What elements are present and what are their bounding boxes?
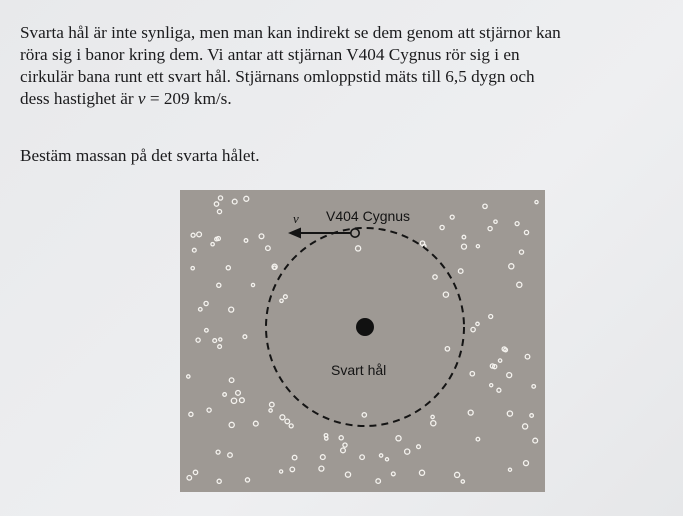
black-hole-label: Svart hål — [331, 362, 387, 378]
background-star-icon — [431, 415, 434, 418]
background-star-icon — [470, 372, 474, 376]
background-star-icon — [285, 419, 290, 424]
velocity-arrow-head-icon — [288, 228, 301, 239]
background-star-icon — [259, 234, 264, 239]
background-star-icon — [498, 359, 501, 362]
background-star-icon — [419, 470, 424, 475]
background-star-icon — [476, 322, 479, 325]
background-star-icon — [471, 327, 475, 331]
background-star-icon — [229, 378, 234, 383]
background-star-icon — [461, 480, 464, 483]
problem-line-4 — [20, 88, 670, 110]
background-star-icon — [345, 472, 350, 477]
velocity-symbol: v — [137, 89, 146, 108]
background-star-icon — [204, 301, 208, 305]
background-star-icon — [356, 246, 361, 251]
background-star-icon — [517, 282, 522, 287]
background-star-icon — [497, 388, 501, 392]
background-star-icon — [507, 373, 512, 378]
background-star-icon — [226, 266, 230, 270]
background-star-icon — [240, 398, 245, 403]
background-star-icon — [341, 448, 346, 453]
background-star-icon — [515, 222, 519, 226]
background-star-icon — [197, 232, 202, 237]
background-star-icon — [391, 472, 395, 476]
background-star-icon — [193, 470, 197, 474]
background-star-icon — [199, 308, 203, 312]
background-star-icon — [251, 283, 254, 286]
background-star-icon — [462, 235, 466, 239]
background-star-icon — [445, 347, 449, 351]
background-stars — [187, 196, 538, 484]
background-star-icon — [319, 466, 324, 471]
background-star-icon — [218, 196, 222, 200]
background-star-icon — [243, 335, 247, 339]
background-star-icon — [211, 243, 214, 246]
problem-line-4-prefix: dess hastighet är — [20, 89, 138, 108]
background-star-icon — [216, 450, 220, 454]
background-star-icon — [189, 412, 193, 416]
background-star-icon — [187, 375, 190, 378]
background-star-icon — [343, 443, 347, 447]
background-star-icon — [476, 245, 479, 248]
background-star-icon — [433, 275, 437, 279]
background-star-icon — [207, 408, 211, 412]
background-star-icon — [217, 283, 221, 287]
background-star-icon — [490, 384, 493, 387]
background-star-icon — [468, 410, 473, 415]
orbit-figure — [180, 190, 545, 492]
background-star-icon — [362, 413, 366, 417]
background-star-icon — [196, 338, 200, 342]
problem-line-2: röra sig i banor kring dem. Vi antar att stjärnan V404 Cygnus rör sig i en — [20, 45, 520, 64]
background-star-icon — [205, 329, 209, 333]
background-star-icon — [269, 409, 272, 412]
background-star-icon — [530, 414, 534, 418]
background-star-icon — [462, 244, 467, 249]
background-star-icon — [509, 264, 514, 269]
problem-line-1: Svarta hål är inte synliga, men man kan indirekt se dem genom att stjärnor kan — [20, 23, 561, 42]
background-star-icon — [191, 233, 195, 237]
orbit-diagram — [180, 190, 545, 492]
task-text: Bestäm massan på det svarta hålet. — [20, 146, 260, 165]
background-star-icon — [289, 424, 293, 428]
background-star-icon — [533, 438, 538, 443]
background-star-icon — [192, 248, 196, 252]
background-star-icon — [213, 339, 217, 343]
background-star-icon — [535, 201, 538, 204]
problem-text — [20, 22, 670, 110]
background-star-icon — [231, 398, 236, 403]
problem-line-3: cirkulär bana runt ett svart hål. Stjärnans omloppstid mäts till 6,5 dygn och — [20, 67, 535, 86]
background-star-icon — [218, 345, 222, 349]
background-star-icon — [507, 411, 512, 416]
background-star-icon — [532, 385, 536, 389]
background-star-icon — [417, 445, 421, 449]
star-v404-icon — [351, 229, 359, 237]
background-star-icon — [455, 472, 460, 477]
background-star-icon — [489, 315, 493, 319]
background-star-icon — [524, 230, 528, 234]
background-star-icon — [244, 196, 249, 201]
background-star-icon — [476, 437, 480, 441]
background-star-icon — [523, 424, 528, 429]
background-star-icon — [253, 421, 258, 426]
background-star-icon — [219, 338, 222, 341]
background-star-icon — [405, 449, 410, 454]
background-star-icon — [187, 476, 192, 481]
background-star-icon — [191, 267, 194, 270]
background-star-icon — [458, 269, 463, 274]
background-star-icon — [223, 393, 227, 397]
background-star-icon — [266, 246, 271, 251]
problem-line-4-suffix: = 209 km/s. — [145, 89, 232, 108]
background-star-icon — [376, 479, 381, 484]
background-star-icon — [228, 453, 233, 458]
background-star-icon — [524, 461, 529, 466]
background-star-icon — [488, 227, 492, 231]
background-star-icon — [320, 455, 325, 460]
background-star-icon — [244, 239, 248, 243]
background-star-icon — [280, 299, 283, 302]
background-star-icon — [339, 436, 343, 440]
background-star-icon — [245, 478, 249, 482]
background-star-icon — [290, 467, 295, 472]
background-star-icon — [443, 292, 448, 297]
background-star-icon — [494, 220, 497, 223]
background-star-icon — [440, 225, 444, 229]
background-star-icon — [236, 391, 241, 396]
background-star-icon — [232, 199, 237, 204]
background-star-icon — [284, 295, 288, 299]
background-star-icon — [519, 250, 523, 254]
background-star-icon — [280, 470, 283, 473]
background-star-icon — [385, 458, 388, 461]
background-star-icon — [214, 202, 218, 206]
background-star-icon — [229, 307, 234, 312]
background-star-icon — [280, 415, 285, 420]
background-star-icon — [379, 454, 382, 457]
background-star-icon — [450, 215, 454, 219]
background-star-icon — [325, 437, 328, 440]
velocity-label: v — [293, 211, 299, 226]
background-star-icon — [217, 479, 221, 483]
black-hole-icon — [356, 318, 374, 336]
background-star-icon — [292, 455, 297, 460]
background-star-icon — [483, 204, 487, 208]
background-star-icon — [508, 468, 511, 471]
background-star-icon — [217, 210, 221, 214]
background-star-icon — [360, 455, 365, 460]
background-star-icon — [229, 422, 234, 427]
background-star-icon — [525, 354, 530, 359]
background-star-icon — [270, 402, 275, 407]
background-star-icon — [396, 436, 401, 441]
star-label: V404 Cygnus — [326, 208, 411, 224]
background-star-icon — [431, 421, 436, 426]
